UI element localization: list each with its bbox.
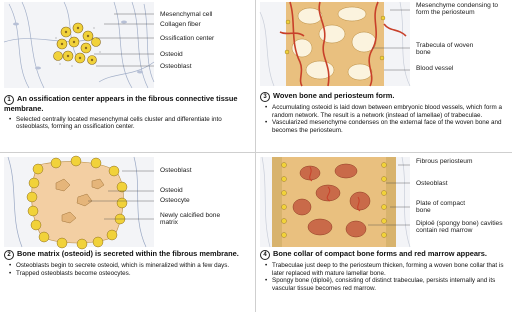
- label-blood-vessel: Blood vessel: [416, 65, 454, 72]
- caption-4: [260, 250, 508, 292]
- label-osteoid: Osteoid: [160, 187, 183, 194]
- panel-1: [0, 0, 255, 152]
- caption-title: Bone collar of compact bone forms and red marrow appears.: [273, 249, 487, 258]
- label-plate-compact-bone: Plate of compact bone: [416, 200, 466, 215]
- label-osteoblast: Osteoblast: [160, 167, 192, 174]
- panel4-illustration: [260, 157, 410, 247]
- label-trabecula-woven-bone: Trabecula of woven bone: [416, 42, 474, 57]
- panel2-illustration: [4, 157, 154, 247]
- caption-bullet: • Osteoblasts begin to secrete osteoid, which is mineralized within a few days.: [16, 262, 252, 270]
- label-osteoblast: Osteoblast: [416, 180, 448, 187]
- panel-3: [256, 0, 512, 152]
- label-fibrous-periosteum: Fibrous periosteum: [416, 158, 473, 165]
- label-mesenchymal-cell: Mesenchymal cell: [160, 11, 213, 18]
- label-diploe: Diploë (spongy bone) cavities contain red marrow: [416, 220, 503, 235]
- panel-2: [0, 153, 255, 312]
- caption-bullet: • Vascularized mesenchyme condenses on the external face of the woven bone and becomes the periosteum.: [272, 119, 508, 134]
- label-osteoid: Osteoid: [160, 51, 183, 58]
- caption-3: [260, 92, 508, 134]
- step-number: 3: [260, 92, 270, 102]
- panel1-illustration: [4, 2, 154, 88]
- label-mesenchyme-condensing: Mesenchyme condensing to form the periosteum: [416, 2, 499, 17]
- label-osteocyte: Osteocyte: [160, 197, 190, 204]
- caption-bullet: • Trapped osteoblasts become osteocytes.: [16, 270, 252, 278]
- label-ossification-center: Ossification center: [160, 35, 215, 42]
- step-number: 1: [4, 95, 14, 105]
- panel-4: [256, 153, 512, 312]
- step-number: 4: [260, 250, 270, 260]
- caption-bullet: • Spongy bone (diploë), consisting of distinct trabeculae, persists internally and its vascular tissue becomes red marrow.: [272, 277, 508, 292]
- label-osteoblast: Osteoblast: [160, 63, 192, 70]
- step-number: 2: [4, 250, 14, 260]
- caption-title: An ossification center appears in the fibrous connective tissue membrane.: [4, 94, 238, 113]
- label-collagen-fiber: Collagen fiber: [160, 21, 201, 28]
- label-newly-calcified-bone-matrix: Newly calcified bone matrix: [160, 212, 221, 227]
- caption-title: Bone matrix (osteoid) is secreted within the fibrous membrane.: [17, 249, 239, 258]
- panel3-illustration: [260, 2, 410, 86]
- caption-bullet: • Selected centrally located mesenchymal cells cluster and differentiate into osteoblasts, forming an ossification center.: [16, 116, 252, 131]
- caption-1: [4, 95, 252, 131]
- caption-bullet: • Trabeculae just deep to the periosteum thicken, forming a woven bone collar that is later replaced with mature lamellar bone.: [272, 262, 508, 277]
- caption-title: Woven bone and periosteum form.: [273, 91, 395, 100]
- caption-bullet: • Accumulating osteoid is laid down between embryonic blood vessels, which form a random network. The result is a network (instead of lamellae) of trabeculae.: [272, 104, 508, 119]
- caption-2: [4, 250, 252, 277]
